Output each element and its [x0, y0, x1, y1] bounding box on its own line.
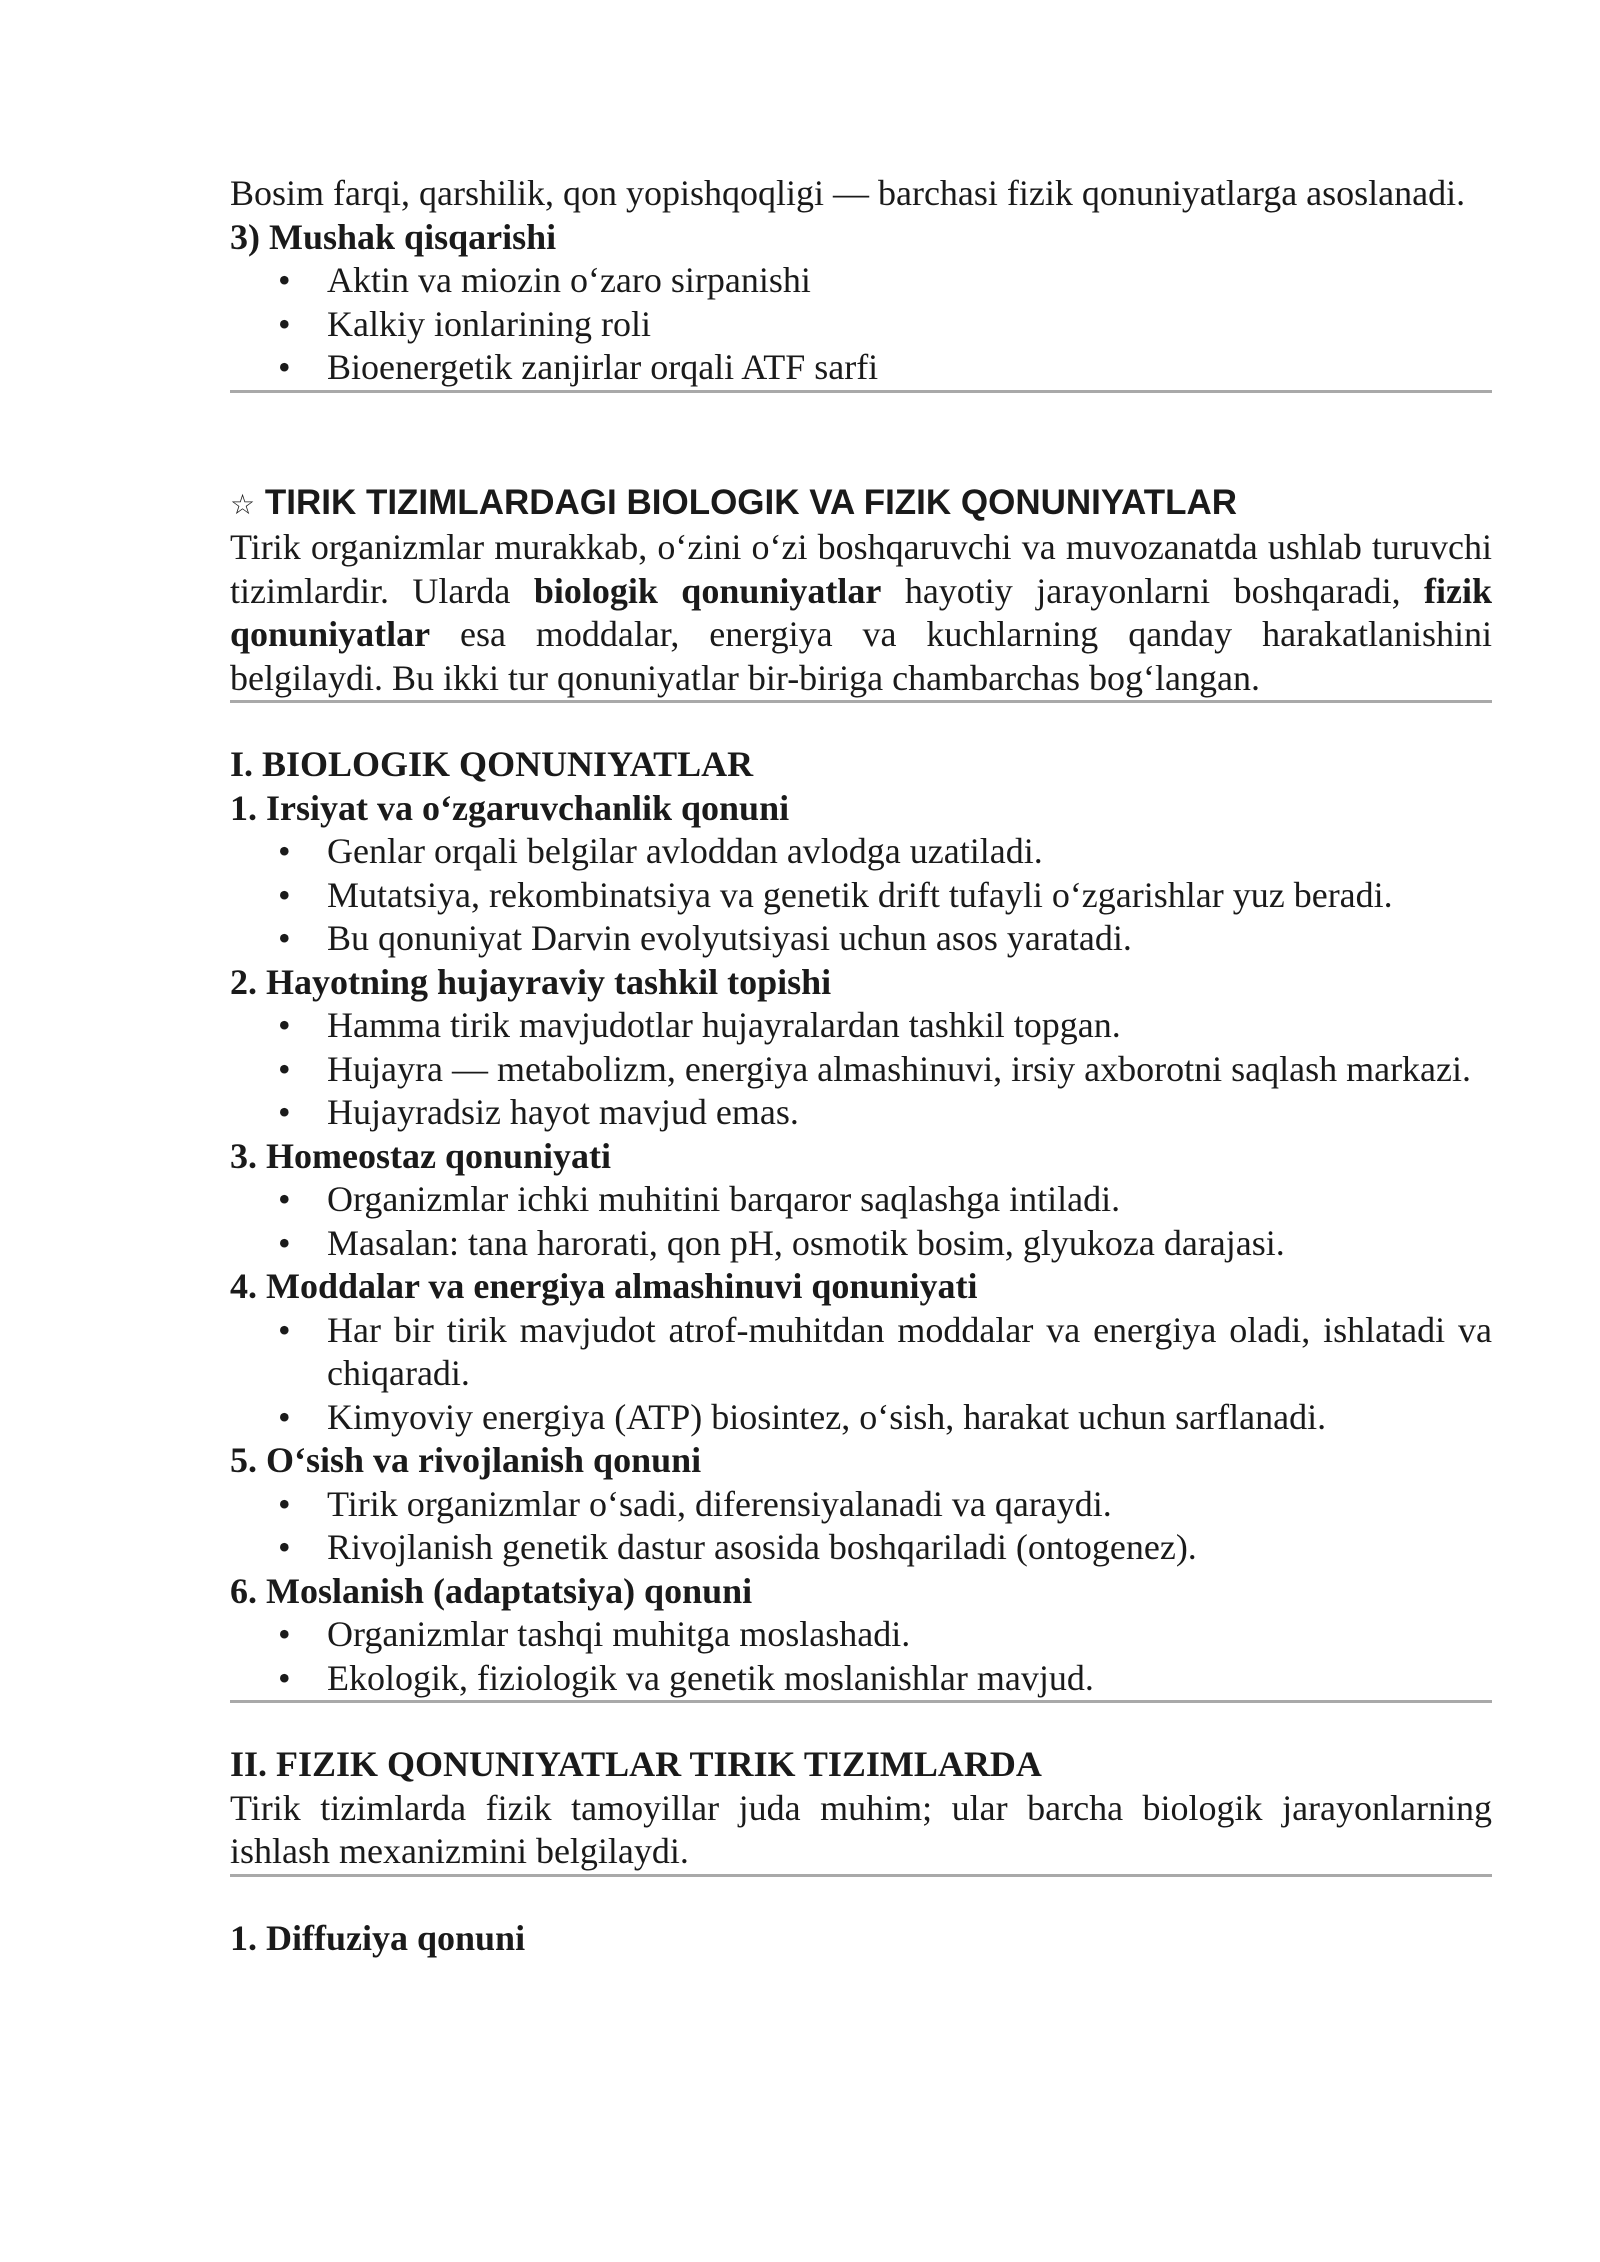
main-section-title: ☆ TIRIK TIZIMLARDAGI BIOLOGIK VA FIZIK QONUNIYATLAR — [230, 482, 1238, 522]
law-heading: 4. Moddalar va energiya almashinuvi qonuniyati — [230, 1266, 978, 1306]
phys-section-paragraph: Tirik tizimlarda fizik tamoyillar juda muhim; ular barcha biologik jarayonlarning ishlash mexanizmini belgilaydi. — [230, 1787, 1492, 1871]
list-item: • Kimyoviy energiya (ATP) biosintez, o‘sish, harakat uchun sarflanadi. — [230, 1396, 1492, 1440]
list-item: • Kalkiy ionlarining roli — [230, 303, 1492, 347]
bullet-icon: • — [278, 347, 291, 387]
bullet-icon: • — [278, 1614, 291, 1654]
list-item: • Mutatsiya, rekombinatsiya va genetik drift tufayli o‘zgarishlar yuz beradi. — [230, 874, 1492, 918]
intro-list — [230, 259, 1492, 390]
list-item: • Rivojlanish genetik dastur asosida boshqariladi (ontogenez). — [230, 1526, 1492, 1570]
law-list — [230, 1004, 1492, 1135]
bold-term: biologik qonuniyatlar — [533, 570, 882, 611]
bullet-icon: • — [278, 874, 291, 915]
document-page — [230, 172, 1492, 1960]
list-item: • Har bir tirik mavjudot atrof-muhitdan moddalar va energiya oladi, ishlatadi va chiqaradi. — [278, 1309, 1492, 1393]
bullet-icon: • — [278, 303, 291, 344]
law-heading: 6. Moslanish (adaptatsiya) qonuni — [230, 1570, 753, 1611]
bold-term: fizik qonuniyatlar — [230, 570, 1493, 654]
law-list — [230, 1309, 1492, 1440]
law-heading: 2. Hayotning hujayraviy tashkil topishi — [230, 961, 832, 1002]
bullet-icon: • — [278, 1396, 291, 1437]
list-item: • Tirik organizmlar o‘sadi, diferensiyalanadi va qaraydi. — [230, 1483, 1492, 1527]
bullet-icon: • — [278, 1527, 291, 1567]
star-icon: ☆ — [230, 487, 256, 521]
list-item: • Bioenergetik zanjirlar orqali ATF sarfi — [230, 346, 1492, 390]
list-item: • Organizmlar tashqi muhitga moslashadi. — [230, 1613, 1492, 1657]
bullet-icon: • — [278, 1657, 291, 1698]
law-heading: 1. Diffuziya qonuni — [230, 1917, 526, 1958]
bullet-icon: • — [278, 260, 291, 300]
bullet-icon: • — [278, 918, 291, 958]
bullet-icon: • — [278, 1483, 291, 1524]
bullet-icon: • — [278, 831, 291, 871]
main-section-paragraph: Tirik organizmlar murakkab, o‘zini o‘zi boshqaruvchi va muvozanatda ushlab turuvchi tizimlardir. Ularda biologik qonuniyatlar hayotiy jarayonlarni boshqaradi, fizik qonuniyatlar esa moddalar, energiya va kuchlarning qanday harakatlanishini belgilaydi. Bu ikki tur qonuniyatlar bir-biriga chambarchas bog‘langan. — [230, 527, 1493, 698]
bullet-icon: • — [278, 1092, 291, 1132]
law-heading: 3. Homeostaz qonuniyati — [230, 1135, 612, 1176]
list-item: • Aktin va miozin o‘zaro sirpanishi — [230, 259, 1492, 303]
list-item: • Ekologik, fiziologik va genetik moslanishlar mavjud. — [230, 1657, 1492, 1701]
bio-section-title: I. BIOLOGIK QONUNIYATLAR — [230, 744, 754, 784]
law-heading: 1. Irsiyat va o‘zgaruvchanlik qonuni — [230, 787, 790, 828]
bullet-icon: • — [278, 1048, 291, 1089]
intro-paragraph: Bosim farqi, qarshilik, qon yopishqoqligi — barchasi fizik qonuniyatlarga asoslanadi. — [230, 173, 1466, 213]
law-list — [230, 1178, 1492, 1265]
law-list — [230, 1613, 1492, 1700]
list-item: • Masalan: tana harorati, qon pH, osmotik bosim, glyukoza darajasi. — [230, 1222, 1492, 1266]
bullet-icon: • — [278, 1179, 291, 1219]
bullet-icon: • — [278, 1309, 291, 1350]
list-item: • Organizmlar ichki muhitini barqaror saqlashga intiladi. — [230, 1178, 1492, 1222]
law-list — [230, 830, 1492, 961]
phys-section-title: II. FIZIK QONUNIYATLAR TIRIK TIZIMLARDA — [230, 1744, 1042, 1784]
list-item: • Hujayra — metabolizm, energiya almashinuvi, irsiy axborotni saqlash markazi. — [230, 1048, 1492, 1092]
bullet-icon: • — [278, 1222, 291, 1263]
intro-heading: 3) Mushak qisqarishi — [230, 216, 557, 257]
bullet-icon: • — [278, 1005, 291, 1045]
list-item: • Hamma tirik mavjudotlar hujayralardan tashkil topgan. — [230, 1004, 1492, 1048]
list-item: • Genlar orqali belgilar avloddan avlodga uzatiladi. — [230, 830, 1492, 874]
law-heading: 5. O‘sish va rivojlanish qonuni — [230, 1440, 702, 1480]
law-list — [230, 1483, 1492, 1570]
list-item: • Hujayradsiz hayot mavjud emas. — [230, 1091, 1492, 1135]
list-item: • Bu qonuniyat Darvin evolyutsiyasi uchun asos yaratadi. — [230, 917, 1492, 961]
